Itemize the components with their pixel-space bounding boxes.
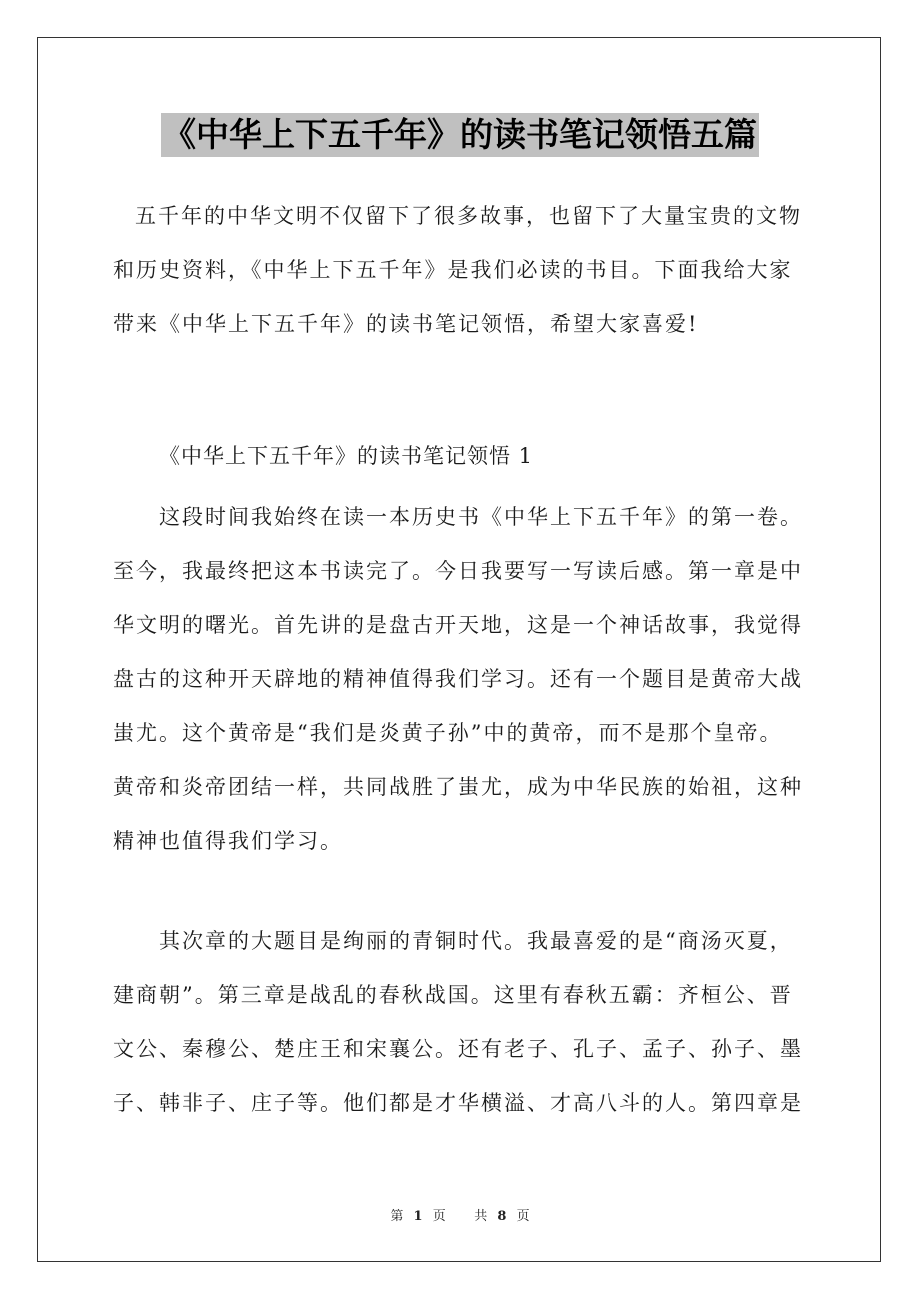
paragraph-line: 建商朝”。第三章是战乱的春秋战国。这里有春秋五霸：齐桓公、晋 (113, 983, 793, 1007)
section-1-paragraph-2 (113, 914, 807, 1130)
intro-line: 带来《中华上下五千年》的读书笔记领悟，希望大家喜爱! (113, 312, 699, 336)
paragraph-line: 其次章的大题目是绚丽的青铜时代。我最喜爱的是“商汤灭夏， (159, 929, 793, 953)
paragraph-line: 这段时间我始终在读一本历史书《中华上下五千年》的第一卷。 (159, 505, 803, 529)
paragraph-line: 子、韩非子、庄子等。他们都是才华横溢、才高八斗的人。第四章是 (113, 1091, 803, 1115)
paragraph-line: 盘古的这种开天辟地的精神值得我们学习。还有一个题目是黄帝大战 (113, 667, 803, 691)
page-prefix: 第 (390, 1209, 404, 1224)
paragraph-line: 华文明的曙光。首先讲的是盘古开天地，这是一个神话故事，我觉得 (113, 613, 803, 637)
intro-line: 五千年的中华文明不仅留下了很多故事，也留下了大量宝贵的文物 (135, 204, 802, 228)
total-page-count: 8 (497, 1209, 507, 1224)
total-suffix: 页 (516, 1209, 530, 1224)
total-pages (471, 1209, 532, 1224)
title-container (0, 113, 920, 157)
paragraph-line: 至今，我最终把这本书读完了。今日我要写一写读后感。第一章是中 (113, 559, 803, 583)
paragraph-line: 精神也值得我们学习。 (113, 829, 343, 853)
intro-paragraph (113, 189, 807, 351)
paragraph-line: 蚩尤。这个黄帝是“我们是炎黄子孙”中的黄帝，而不是那个皇帝。 (113, 721, 783, 745)
total-prefix: 共 (474, 1209, 488, 1224)
paragraph-line: 文公、秦穆公、楚庄王和宋襄公。还有老子、孔子、孟子、孙子、墨 (113, 1037, 803, 1061)
document-title: 《中华上下五千年》的读书笔记领悟五篇 (161, 113, 759, 157)
intro-line: 和历史资料，《中华上下五千年》是我们必读的书目。下面我给大家 (113, 258, 793, 282)
section-heading-1: 《中华上下五千年》的读书笔记领悟 1 (159, 444, 534, 468)
paragraph-line: 黄帝和炎帝团结一样，共同战胜了蚩尤，成为中华民族的始祖，这种 (113, 775, 803, 799)
page-number (387, 1209, 448, 1224)
current-page: 1 (413, 1209, 423, 1224)
page-footer (0, 1205, 920, 1224)
page-suffix: 页 (432, 1209, 446, 1224)
section-1-paragraph-1 (113, 490, 807, 868)
